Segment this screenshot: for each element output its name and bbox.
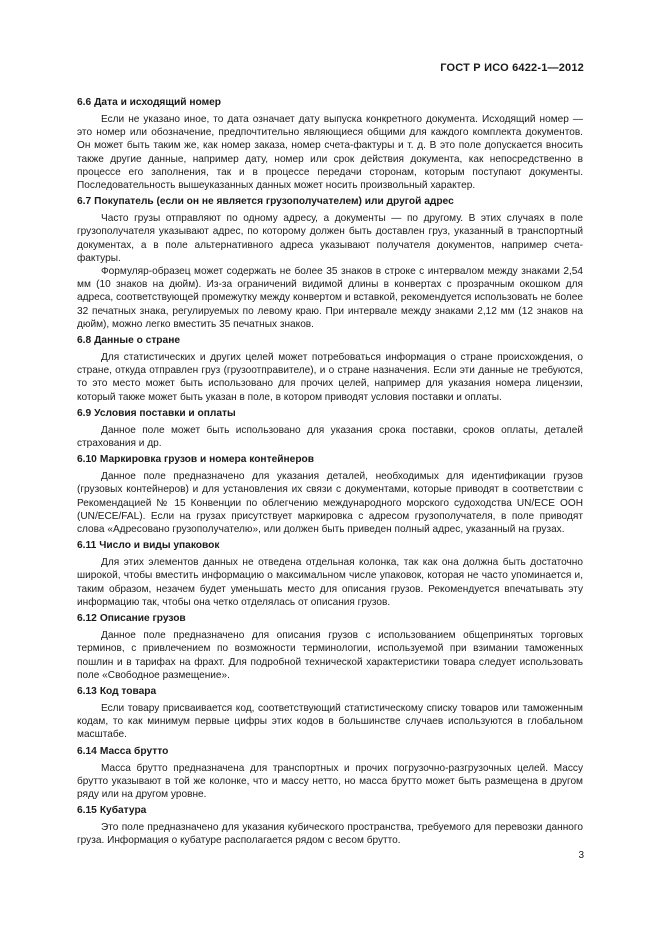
section-6-12 <box>77 612 583 682</box>
section-6-9 <box>77 407 583 450</box>
section-heading <box>77 745 583 758</box>
section-heading <box>77 334 583 347</box>
section-number: 6.14 <box>77 745 97 757</box>
section-paragraph: Данное поле предназначено для указания деталей, необходимых для идентификации грузов (грузовых контейнеров) и для установления их связи с документами, которые приводят в соответствии с Рекомендацией № 15 Конвенции по облегчению международного морского судоходства UN/ECE OOH (UN/ECE/FAL). Если на грузах присутствует маркировка с адресом грузополучателя, в поле приводят слова «Адресовано грузополучателю», или должен быть приведен полный адрес, указанный на грузах. <box>77 471 583 536</box>
section-heading <box>77 195 583 208</box>
section-heading <box>77 453 583 466</box>
section-paragraph: Для этих элементов данных не отведена отдельная колонка, так как она должна быть достаточно широкой, чтобы вместить информацию о максимальном числе упаковок, которая не часто упоминается и, таким образом, незачем будет уменьшать место для описания грузов. Рекомендуется впечатывать эту информацию так, чтобы она четко отделялась от описания грузов. <box>77 557 583 608</box>
section-paragraph: Данное поле предназначено для описания грузов с использованием общепринятых торговых терминов, с привлечением по возможности терминологии, используемой при взимании таможенных пошлин и в тарифах на фрахт. Для подробной технической характеристики товара следует использовать поле «Свободное размещение». <box>77 630 583 681</box>
section-title: Кубатура <box>99 805 147 817</box>
section-number: 6.11 <box>77 540 97 552</box>
section-paragraph: Масса брутто предназначена для транспортных и прочих погрузочно-разгрузочных целей. Массу брутто указывают в той же колонке, что и массу нетто, но масса брутто может быть размещена в другом ряду или на другом уровне. <box>77 762 583 800</box>
section-number: 6.13 <box>77 685 97 697</box>
section-paragraph: Формуляр-образец может содержать не более 35 знаков в строке с интервалом между знаками 2,54 мм (10 знаков на дюйм). Из-за ограничений видимой длины в конвертах с прозрачным окошком для адреса, соответствующей промежутку между конвертом и вставкой, рекомендуется использовать не более 32 печатных знака, регулируемых по левому краю. При интервале между знаками 2,12 мм (12 знаков на дюйм), можно легко вместить 35 печатных знаков. <box>77 266 583 330</box>
section-title: Условия поставки и оплаты <box>94 407 236 419</box>
section-6-8 <box>77 334 583 404</box>
section-number: 6.12 <box>77 613 97 625</box>
section-number: 6.10 <box>77 454 97 466</box>
section-number: 6.8 <box>77 335 92 347</box>
page-number: 3 <box>578 850 584 861</box>
standard-id-header: ГОСТ Р ИСО 6422-1—2012 <box>440 62 584 74</box>
section-title: Маркировка грузов и номера контейнеров <box>99 454 315 466</box>
section-6-7 <box>77 195 583 331</box>
section-paragraph: Если товару присваивается код, соответствующий статистическому списку товаров или таможенным кодам, то как минимум первые цифры этих кодов в большинстве случаев используются в глобальном масштабе. <box>77 702 583 741</box>
section-heading <box>77 804 583 817</box>
section-title: Число и виды упаковок <box>99 540 220 552</box>
section-paragraph: Для статистических и других целей может потребоваться информация о стране происхождения, о стране, откуда отправлен груз (грузоотправителе), и о стране назначения. Если эти данные не требуются, то это место может быть использовано для прочих целей, например для указания номера лицензии, который также может быть указан в поле, в котором приводят условия поставки и оплаты. <box>77 352 583 403</box>
section-title: Дата и исходящий номер <box>94 97 221 108</box>
section-heading <box>77 612 583 625</box>
section-6-14 <box>77 745 583 802</box>
section-title: Данные о стране <box>94 335 181 347</box>
section-6-6 <box>77 96 583 192</box>
section-heading <box>77 96 583 109</box>
section-heading <box>77 539 583 552</box>
section-6-15 <box>77 804 583 847</box>
section-6-11 <box>77 539 583 609</box>
section-heading <box>77 685 583 698</box>
document-body <box>77 93 583 848</box>
section-title: Описание грузов <box>99 613 186 625</box>
section-title: Масса брутто <box>99 745 169 757</box>
section-paragraph: Часто грузы отправляют по одному адресу, а документы — по другому. В этих случаях в поле грузополучателя указывают адрес, по которому должен быть доставлен груз, указанный в транспортный документах, а в поле альтернативного адреса указывают получателя документов, например счета-фактуры. <box>77 213 583 264</box>
section-6-13 <box>77 685 583 742</box>
section-paragraph: Данное поле может быть использовано для указания срока поставки, сроков оплаты, деталей страхования и др. <box>77 424 583 450</box>
section-heading <box>77 407 583 420</box>
section-number: 6.7 <box>77 196 92 208</box>
section-paragraph: Если не указано иное, то дата означает дату выпуска конкретного документа. Исходящий номер — это номер или обозначение, предпочтительно являющиеся общими для каждого комплекта документов. Он может быть таким же, как номер заказа, номер счета-фактуры и т. д. В это поле допускается вносить также другие данные, например дату, номер или срок действия документа, как непосредственно в процессе его заполнения, так и в процессе передачи сторонам, которым поступают документы. Последовательность вышеуказанных данных может носить произвольный характер. <box>77 114 583 192</box>
section-number: 6.9 <box>77 407 92 419</box>
section-title: Код товара <box>99 685 157 697</box>
section-title: Покупатель (если он не является грузополучателем) или другой адрес <box>94 196 454 208</box>
section-number: 6.15 <box>77 805 97 817</box>
section-paragraph: Это поле предназначено для указания кубического пространства, требуемого для перевозки данного груза. Информация о кубатуре располагается рядом с весом брутто. <box>77 822 583 847</box>
section-6-10 <box>77 453 583 536</box>
section-number: 6.6 <box>77 97 92 108</box>
